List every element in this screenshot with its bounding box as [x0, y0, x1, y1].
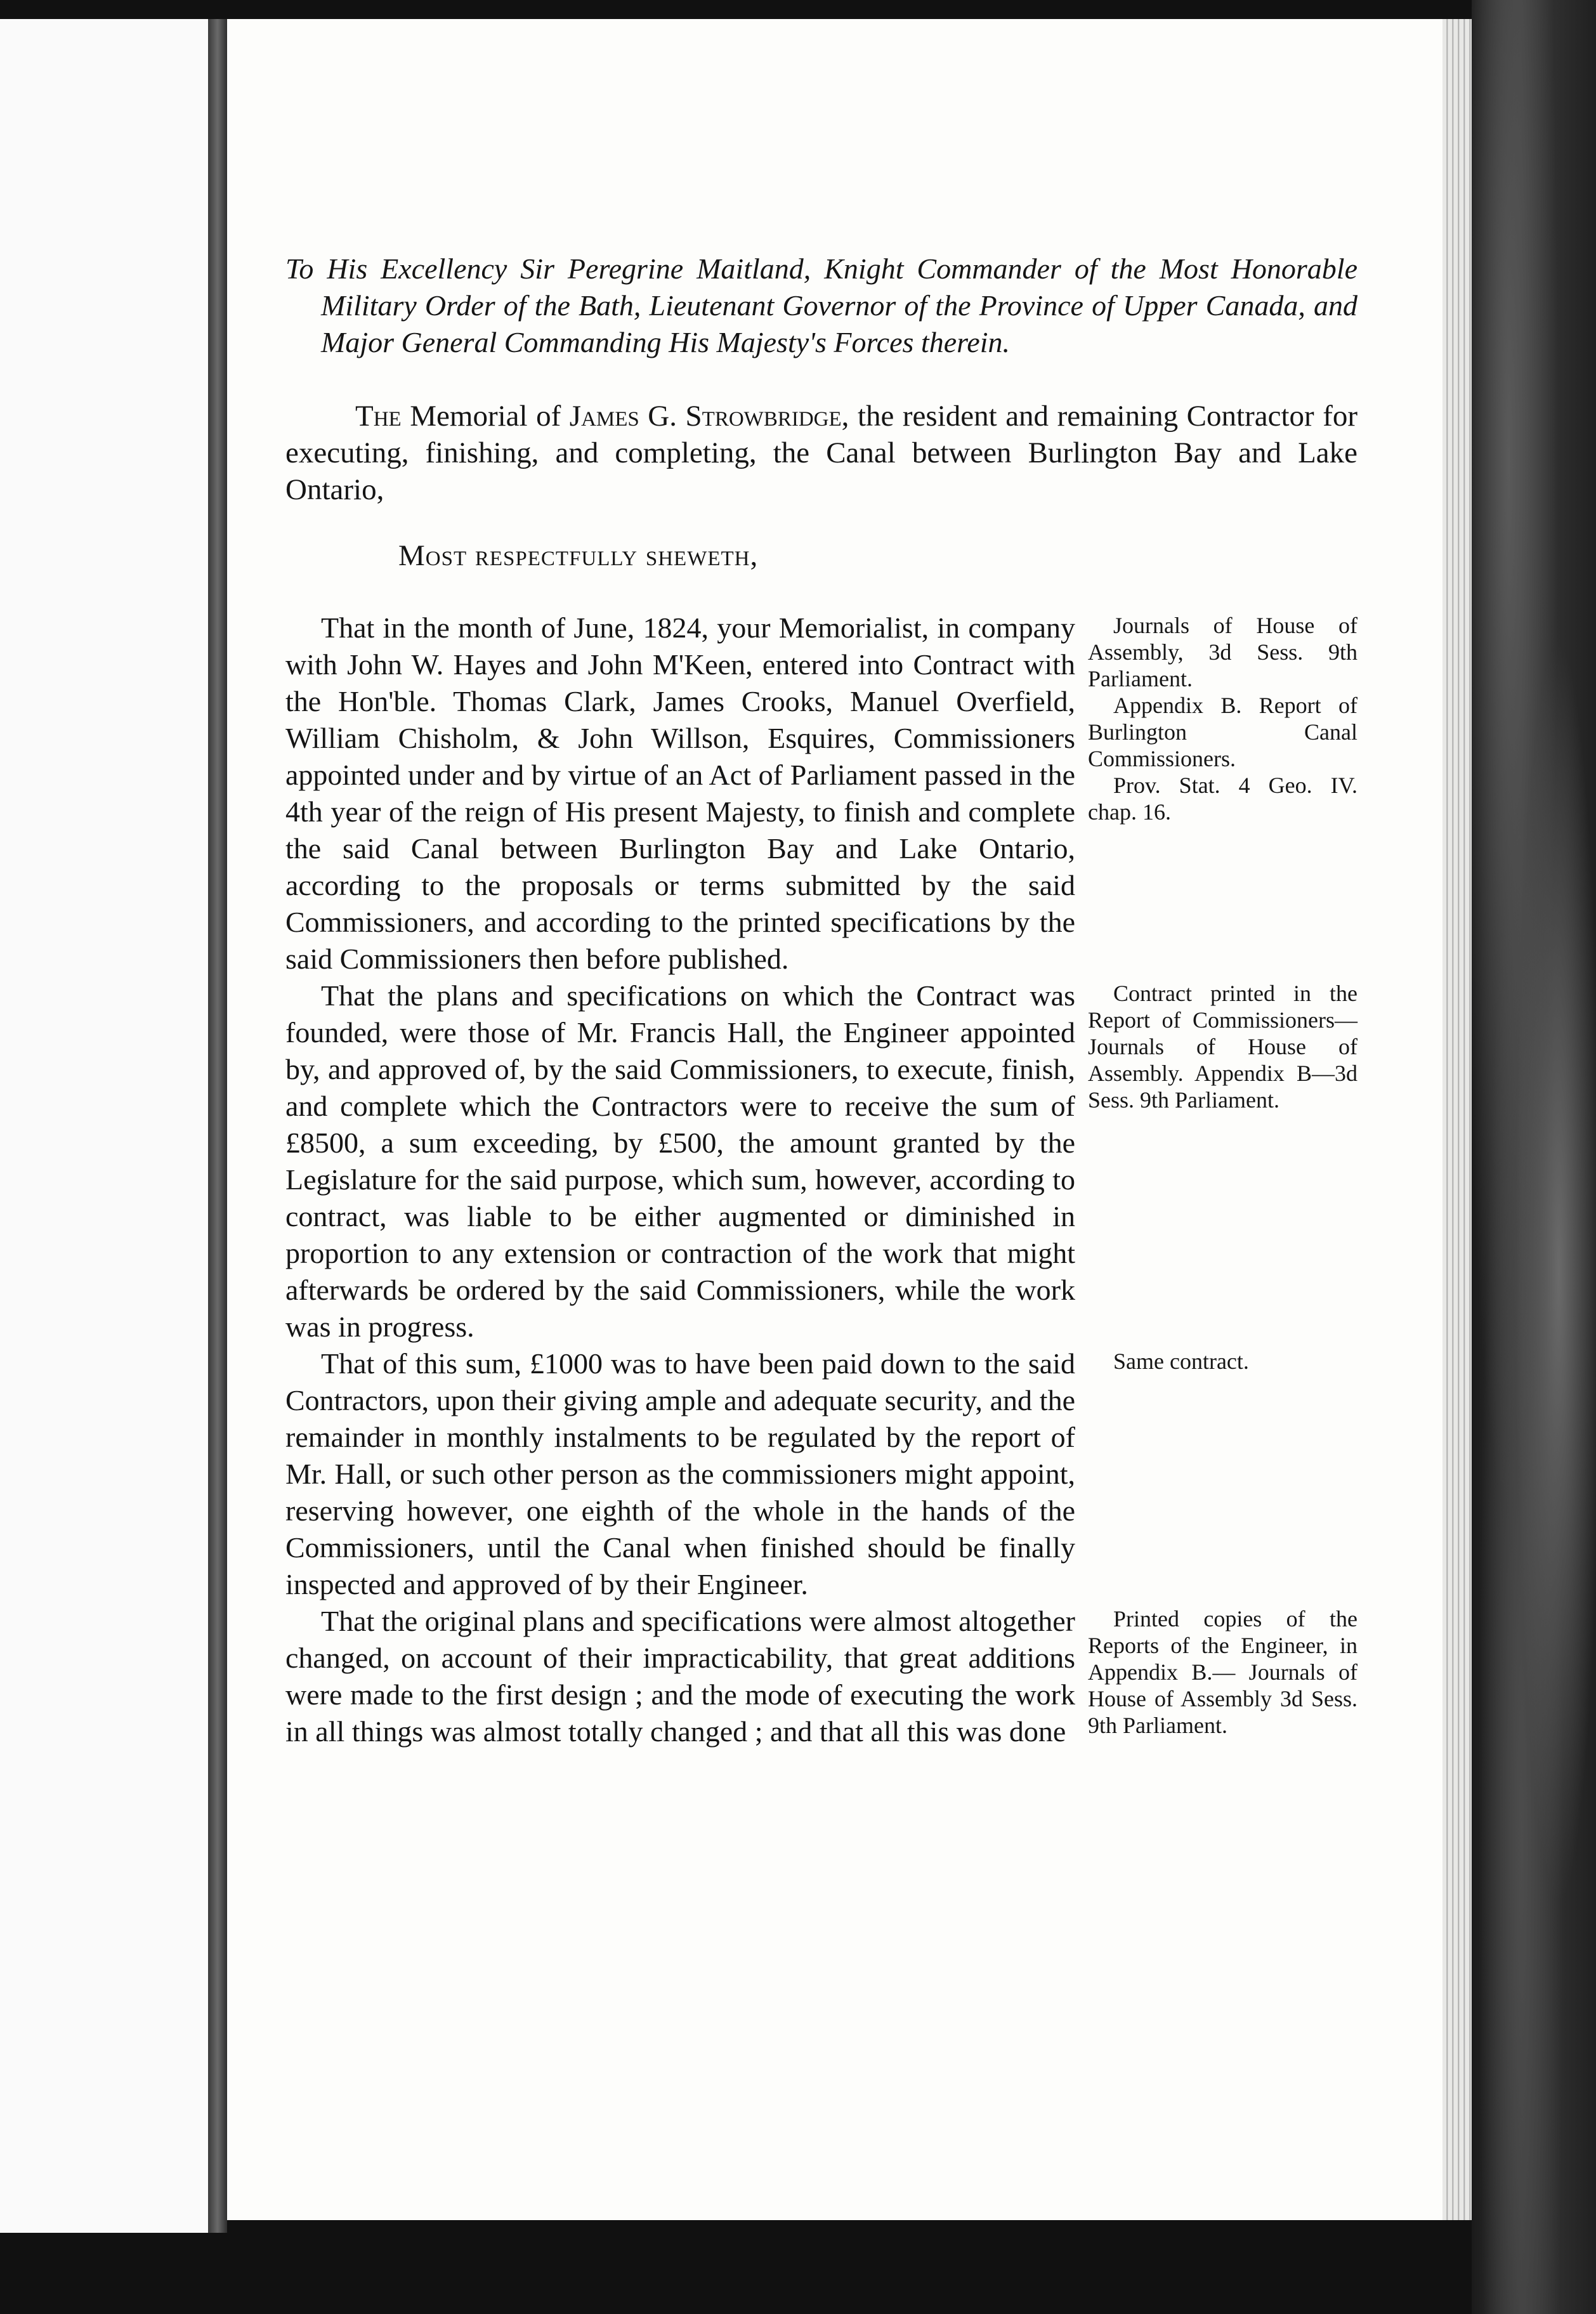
marbled-cover — [1472, 0, 1596, 2314]
memorial-of: Memorial of — [401, 400, 570, 433]
margin-note — [1088, 977, 1357, 1113]
margin-note-line: Appendix B. Report of Burlington Canal Commissioners. — [1088, 693, 1357, 771]
book-gutter — [208, 19, 227, 2233]
margin-note-line: Printed copies of the Reports of the Engineer, in Appendix B.— Journals of House of Assembly 3d Sess. 9th Parliament. — [1088, 1606, 1357, 1738]
margin-note — [1088, 610, 1357, 825]
paragraph-text: That in the month of June, 1824, your Memorialist, in company with John W. Hayes and John M'Keen, entered into Contract with the Hon'ble. Thomas Clark, James Crooks, Manuel Overfield, William Chisholm, & John Willson, Esquires, Commissioners appointed under and by virtue of an Act of Parliament passed in the 4th year of the reign of His present Majesty, to finish and complete the said Canal between Burlington Bay and Lake Ontario, according to the proposals or terms submitted by the said Commissioners, and according to the printed specifications by the said Commissioners then before published. — [285, 611, 1075, 975]
page-edges — [1442, 19, 1472, 2220]
paragraph-row — [285, 1345, 1357, 1603]
sheweth-heading: Most respectfully sheweth, — [398, 539, 759, 572]
memorialist-name: James G. Strowbridge — [569, 400, 842, 433]
paragraph-row — [285, 977, 1357, 1345]
facing-page — [0, 19, 208, 2233]
paragraph-list — [285, 610, 1357, 1750]
paragraph-text: That the original plans and specifications were almost altogether changed, on account of their impracticability, that great additions were made to the first design ; and the mode of executing the work in all things was almost totally changed ; and that all this was done — [285, 1605, 1075, 1748]
paragraph-row — [285, 1603, 1357, 1750]
paragraph-row — [285, 610, 1357, 977]
margin-note-line: Prov. Stat. 4 Geo. IV. chap. 16. — [1088, 773, 1357, 825]
margin-note — [1088, 1603, 1357, 1739]
margin-note — [1088, 1345, 1357, 1375]
address-heading: To His Excellency Sir Peregrine Maitland, Knight Commander of the Most Honorable Military Order of the Bath, Lieutenant Governor of the Province of Upper Canada, and Major General Commanding His Majesty's Forces therein. — [285, 252, 1357, 358]
paragraph-text: That of this sum, £1000 was to have been paid down to the said Contractors, upon their giving ample and adequate security, and the remainder in monthly instalments to be regulated by the report of Mr. Hall, or such other person as the commissioners might appoint, reserving however, one eighth of the whole in the hands of the Commissioners, until the Canal when finished should be finally inspected and approved of by their Engineer. — [285, 1347, 1075, 1600]
paragraph-text: That the plans and specifications on which the Contract was founded, were those of Mr. Francis Hall, the Engineer appointed by, and approved of, by the said Commissioners, to execute, finish, and complete which the Contractors were to receive the sum of £8500, a sum exceeding, by £500, the amount granted by the Legislature for the said purpose, which sum, however, according to contract, was liable to be either augmented or diminished in proportion to any extension or contraction of the work that might afterwards be ordered by the said Commissioners, while the work was in progress. — [285, 979, 1075, 1343]
page-content — [285, 251, 1357, 1750]
margin-note-line: Contract printed in the Report of Commissioners— Journals of House of Assembly. Appendix B—3d Sess. 9th Parliament. — [1088, 981, 1357, 1113]
memorial-the: The — [355, 400, 402, 433]
margin-note-line: Same contract. — [1113, 1349, 1249, 1374]
memorial-rest: , the resident and remaining Contractor for executing, finishing, and completing, the Canal between Burlington Bay and Lake Ontario, — [285, 400, 1357, 506]
margin-note-line: Journals of House of Assembly, 3d Sess. 9th Parliament. — [1088, 613, 1357, 691]
memorial-intro — [285, 398, 1357, 508]
